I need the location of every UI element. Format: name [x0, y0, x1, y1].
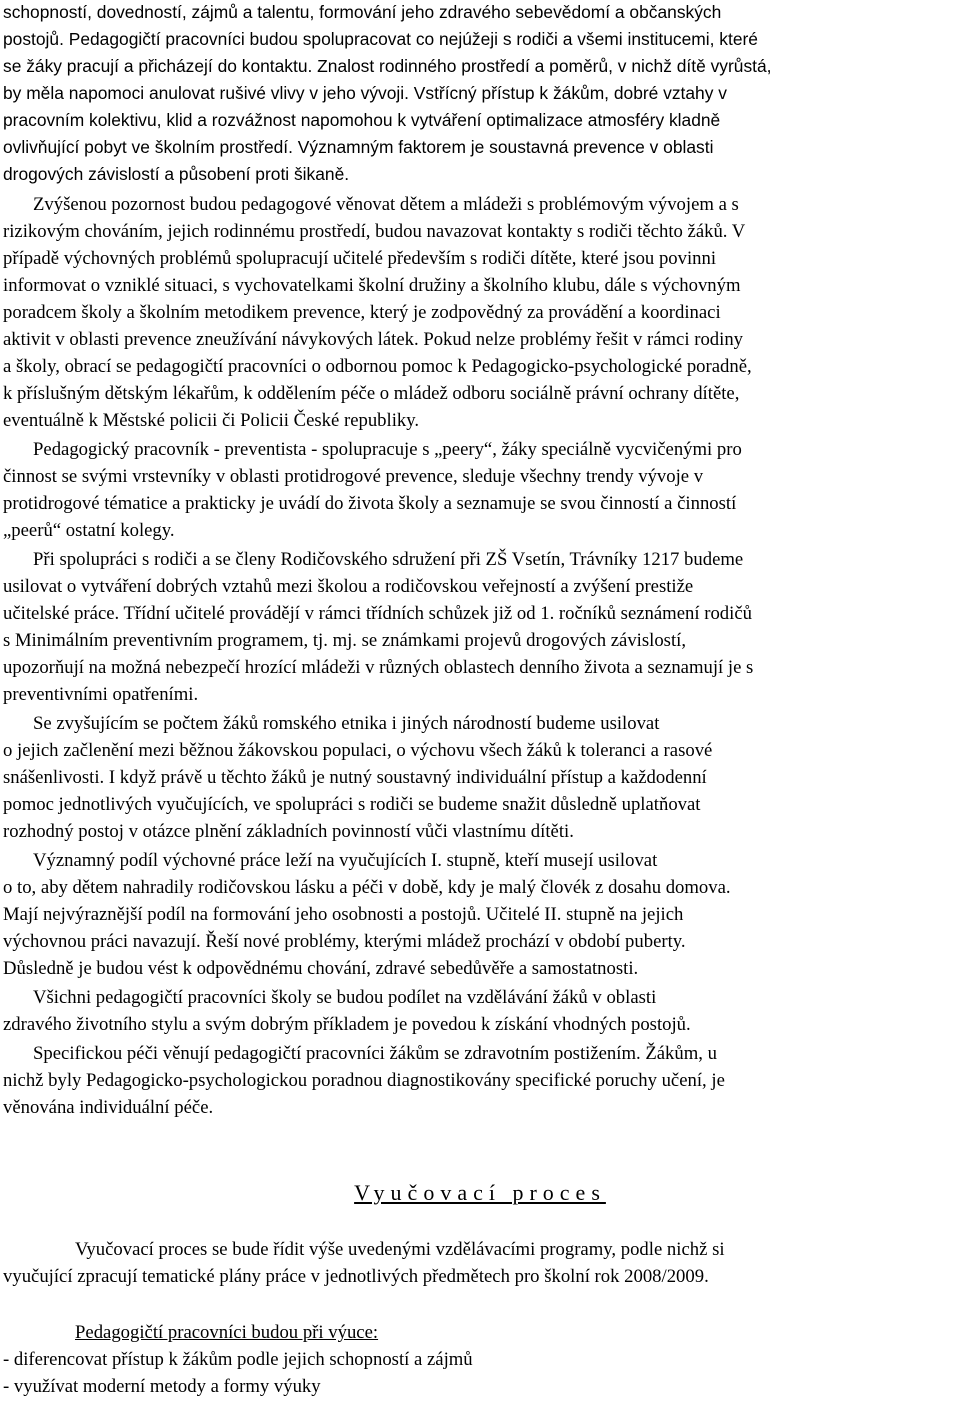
text-line: preventivními opatřeními. — [3, 684, 199, 705]
text-line: věnována individuální péče. — [3, 1097, 214, 1118]
text-line: snášenlivosti. I když právě u těchto žáků je nutný soustavný individuální přístup a každodenní — [3, 767, 707, 788]
text-line: Vyučovací proces se bude řídit výše uvedenými vzdělávacími programy, podle nichž si — [75, 1239, 725, 1260]
text-line: k příslušným dětským lékařům, k oddělením péče o mládež odboru sociálně právní ochrany dítěte, — [3, 383, 740, 404]
text-line: aktivit v oblasti prevence zneužívání návykových látek. Pokud nelze problémy řešit v rámci rodiny — [3, 329, 744, 350]
text-line: upozorňují na možná nebezpečí hrozící mládeži v různých oblastech denního života a seznamují je s — [3, 657, 754, 678]
text-line: rozhodný postoj v otázce plnění základních povinností vůči vlastnímu dítěti. — [3, 821, 574, 842]
text-line: ovlivňující pobyt ve školním prostředí. Významným faktorem je soustavná prevence v oblasti — [3, 137, 714, 157]
text-line: Pedagogický pracovník - preventista - spolupracuje s „peery“, žáky speciálně vycvičenými pro — [33, 439, 742, 460]
text-line: zdravého životního stylu a svým dobrým příkladem je povedou k získání vhodných postojů. — [3, 1014, 691, 1035]
text-line: schopností, dovedností, zájmů a talentu, formování jeho zdravého sebevědomí a občanských — [3, 2, 722, 22]
text-line: usilovat o vytváření dobrých vztahů mezi školou a rodičovskou veřejností a zvýšení prestiže — [3, 576, 694, 597]
subheading — [75, 1319, 378, 1346]
text-line: Významný podíl výchovné práce leží na vyučujících I. stupně, kteří musejí usilovat — [33, 850, 658, 871]
section-heading: Vyučovací proces — [354, 1180, 606, 1205]
text-line: „peerů“ ostatní kolegy. — [3, 520, 175, 541]
subheading-text: Pedagogičtí pracovníci budou při výuce: — [75, 1322, 379, 1343]
text-line: se žáky pracují a přicházejí do kontaktu. Znalost rodinného prostředí a poměrů, v nichž dítě vyrůstá, — [3, 56, 772, 76]
text-line: Při spolupráci s rodiči a se členy Rodičovského sdružení při ZŠ Vsetín, Trávníky 1217 budeme — [33, 549, 744, 570]
text-line: o jejich začlenění mezi běžnou žákovskou populaci, o výchovu všech žáků k toleranci a rasové — [3, 740, 713, 761]
text-line: Důsledně je budou vést k odpovědnému chování, zdravé sebedůvěře a samostatnosti. — [3, 958, 639, 979]
text-line: vyučující zpracují tematické plány práce v jednotlivých předmětech pro školní rok 2008/2009. — [3, 1266, 709, 1287]
text-line: Mají nejvýraznější podíl na formování jeho osobnosti a postojů. Učitelé II. stupně na jejich — [3, 904, 684, 925]
text-line: poradcem školy a školním metodikem prevence, který je zodpovědný za provádění a koordinaci — [3, 302, 721, 323]
text-line: pomoc jednotlivých vyučujících, ve spolupráci s rodiči se budeme snažit důsledně uplatňovat — [3, 794, 701, 815]
text-line: Specifickou péči věnují pedagogičtí pracovníci žákům se zdravotním postižením. Žákům, u — [33, 1043, 717, 1064]
text-line: Se zvyšujícím se počtem žáků romského etnika i jiných národností budeme usilovat — [33, 713, 660, 734]
text-line: s Minimálním preventivním programem, tj. mj. se známkami projevů drogových závislostí, — [3, 630, 687, 651]
text-line: o to, aby dětem nahradily rodičovskou lásku a péči v době, kdy je malý človék z dosahu domova. — [3, 877, 731, 898]
list-item: - využívat moderní metody a formy výuky — [3, 1376, 321, 1397]
text-line: Všichni pedagogičtí pracovníci školy se budou podílet na vzdělávání žáků v oblasti — [33, 987, 657, 1008]
text-line: rizikovým chováním, jejich rodinnému prostředí, budou navazovat kontakty s rodiči těchto žáků. V — [3, 221, 746, 242]
text-line: postojů. Pedagogičtí pracovníci budou spolupracovat co nejúžeji s rodiči a všemi institucemi, které — [3, 29, 758, 49]
text-line: a školy, obrací se pedagogičtí pracovníci o odbornou pomoc k Pedagogicko-psychologické poradně, — [3, 356, 752, 377]
text-line: by měla napomoci anulovat rušivé vlivy v jeho vývoji. Vstřícný přístup k žákům, dobré vztahy v — [3, 83, 727, 103]
text-line: protidrogové tématice a prakticky je uvádí do života školy a seznamuje se svou činností a činností — [3, 493, 737, 514]
text-line: pracovním kolektivu, klid a rozvážnost napomohou k vytváření optimalizace atmosféry kladně — [3, 110, 721, 130]
text-line: informovat o vzniklé situaci, s vychovatelkami školní družiny a školního klubu, dále s výchovným — [3, 275, 741, 296]
text-line: činnost se svými vrstevníky v oblasti protidrogové prevence, sleduje všechny trendy vývoje v — [3, 466, 704, 487]
text-line: nichž byly Pedagogicko-psychologickou poradnou diagnostikovány specifické poruchy učení, je — [3, 1070, 725, 1091]
list-item: - diferencovat přístup k žákům podle jejich schopností a zájmů — [3, 1349, 473, 1370]
text-line: eventuálně k Městské policii či Policii České republiky. — [3, 410, 420, 431]
text-line: případě výchovných problémů spolupracují učitelé především s rodiči dítěte, které jsou povinni — [3, 248, 717, 269]
text-line: drogových závislostí a působení proti šikaně. — [3, 164, 350, 184]
text-line: výchovnou práci navazují. Řeší nové problémy, kterými mládež prochází v období puberty. — [3, 931, 686, 952]
text-line: učitelské práce. Třídní učitelé provádějí v rámci třídních schůzek již od 1. ročníků seznámení rodičů — [3, 603, 752, 624]
text-line: Zvýšenou pozornost budou pedagogové věnovat dětem a mládeži s problémovým vývojem a s — [33, 194, 739, 215]
